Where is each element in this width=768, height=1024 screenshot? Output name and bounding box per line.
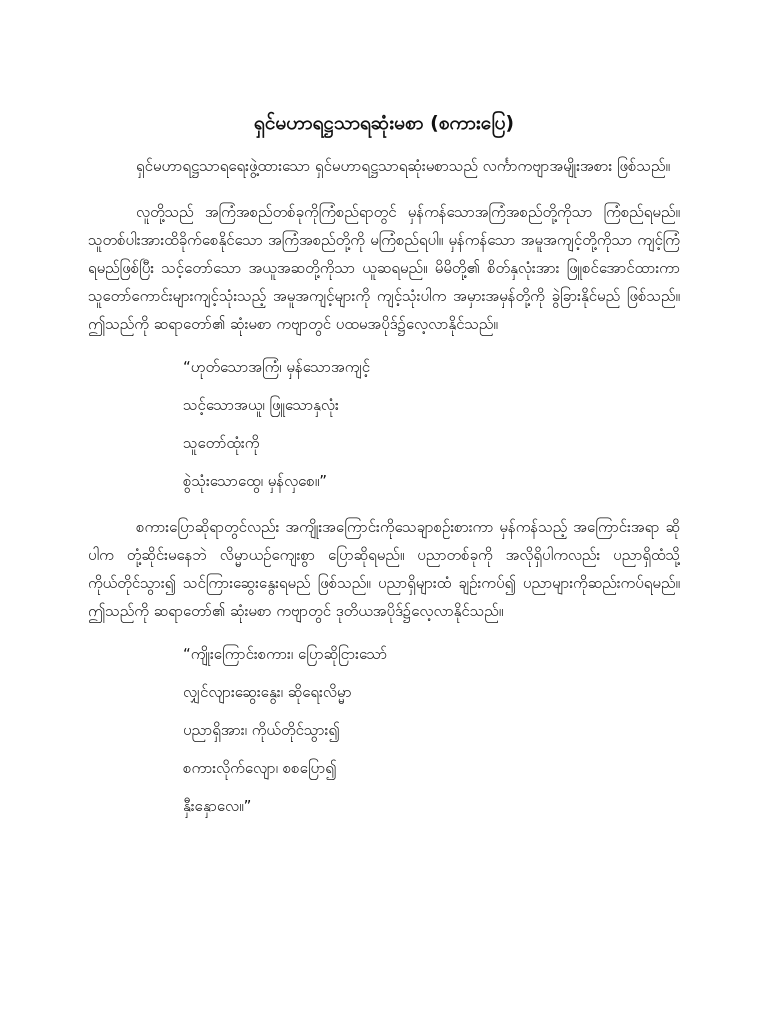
- verse-block-2: [88, 643, 680, 818]
- verse-line: ပညာရှိအား၊ ကိုယ်တိုင်သွား၍: [183, 721, 340, 739]
- verse-line: သူတော်ထုံးကို: [183, 434, 260, 452]
- paragraph-intro: ရှင်မဟာရဋ္ဌသာရရေးဖွဲ့ထားသော ရှင်မဟာရဋ္ဌသာရဆုံးမစာသည် လင်္ကာကဗျာအမျိုးအစား ဖြစ်သည်။: [136, 157, 671, 175]
- verse-line: စကားလိုက်လျော၊ စစပြော၍: [183, 759, 337, 777]
- verse-line: “ဟုတ်သောအကြံ၊ မှန်သောအကျင့်: [183, 358, 371, 376]
- document-title: ရှင်မဟာရဋ္ဌသာရဆုံးမစာ (စကားပြေ): [253, 112, 515, 134]
- verse-block-1: [88, 356, 680, 493]
- verse-line: နှီးနှောလေ။”: [183, 797, 252, 815]
- paragraph-conduct: လူတို့သည် အကြံအစည်တစ်ခုကိုကြံစည်ရာတွင် မှန်ကန်သောအကြံအစည်တို့ကိုသာ ကြံစည်ရမည်။ သူတစ်ပါးအားထိခိုက်စေနိုင်သော အကြံအစည်တို့ကို မကြံစည်ရပါ။ မှန်ကန်သော အမူအကျင့်တို့ကိုသာ ကျင့်ကြံရမည်ဖြစ်ပြီး သင့်တော်သော အယူအဆတို့ကိုသာ ယူဆရမည်။ မိမိတို့၏ စိတ်နှလုံးအား ဖြူစင်အောင်ထားကာ သူတော်ကောင်းများကျင့်သုံးသည့် အမူအကျင့်များကို ကျင့်သုံးပါက အမှားအမှန်တို့ကို ခွဲခြားနိုင်မည် ဖြစ်သည်။ ဤသည်ကို ဆရာတော်၏ ဆုံးမစာ ကဗျာတွင် ပထမအပိုဒ်၌လေ့လာနိုင်သည်။: [88, 203, 680, 333]
- verse-line: စွဲသုံးသောထွေ၊ မှန်လှစေ။”: [183, 472, 328, 490]
- verse-line: သင့်သောအယူ၊ ဖြူသောနှလုံး: [183, 396, 339, 414]
- verse-line: လျှင်လျားဆွေးနွေး၊ ဆိုရေးလိမ္မာ: [183, 683, 352, 701]
- paragraph-speech: စကားပြောဆိုရာတွင်လည်း အကျိုးအကြောင်းကိုသေချာစဉ်းစားကာ မှန်ကန်သည့် အကြောင်းအရာ ဆိုပါက တုံ့ဆိုင်းမနေဘဲ လိမ္မာယဉ်ကျေးစွာ ပြောဆိုရမည်။ ပညာတစ်ခုကို အလိုရှိပါကလည်း ပညာရှိထံသို့ ကိုယ်တိုင်သွား၍ သင်ကြားဆွေးနွေးရမည် ဖြစ်သည်။ ပညာရှိများထံ ချဉ်းကပ်၍ ပညာများကိုဆည်းကပ်ရမည်။ ဤသည်ကို ဆရာတော်၏ ဆုံးမစာ ကဗျာတွင် ဒုတိယအပိုဒ်၌လေ့လာနိုင်သည်။: [88, 518, 680, 620]
- verse-line: “ကျိုးကြောင်းစကား၊ ပြောဆိုငြားသော်: [183, 645, 388, 663]
